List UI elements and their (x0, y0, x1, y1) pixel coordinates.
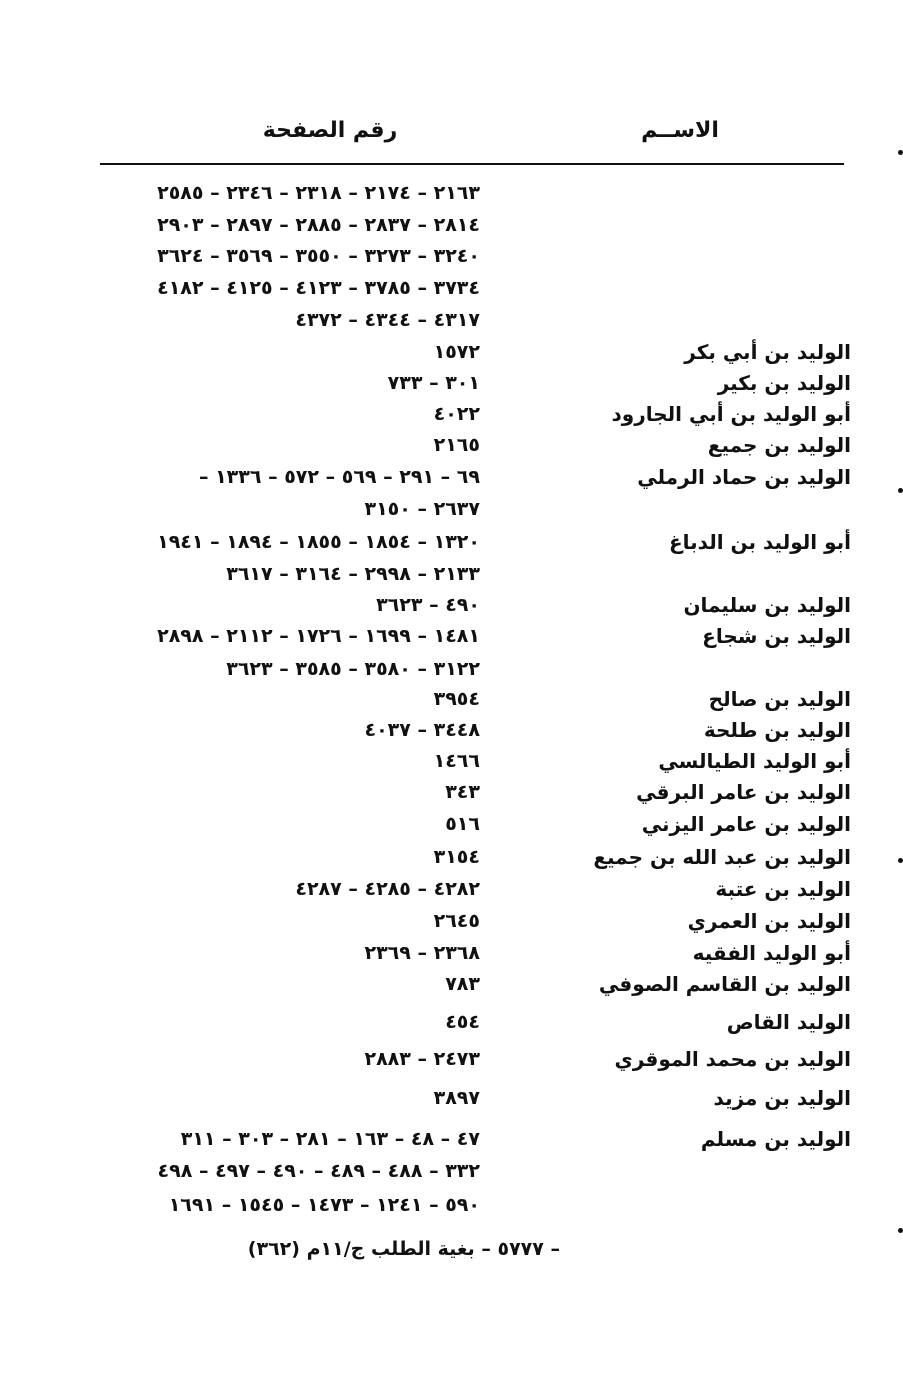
entry-page-numbers: ٣٣٢ – ٤٨٨ – ٤٨٩ – ٤٩٠ – ٤٩٧ – ٤٩٨ (157, 1160, 480, 1182)
index-row (0, 938, 903, 970)
entry-page-numbers: ٢٦٣٧ – ٣١٥٠ (364, 498, 480, 520)
entry-page-numbers: ٢١٦٥ (433, 434, 480, 456)
name-column-header: الاســم (641, 118, 719, 143)
index-row (0, 874, 903, 906)
index-row (0, 273, 903, 305)
entry-page-numbers: ٤٥٤ (445, 1011, 480, 1033)
index-row (0, 906, 903, 938)
margin-mark (898, 858, 903, 863)
entry-page-numbers: ٢١٦٣ – ٢١٧٤ – ٢٣١٨ – ٢٣٤٦ – ٢٥٨٥ (157, 182, 480, 204)
page-number-column-header: رقم الصفحة (262, 118, 398, 143)
entry-page-numbers: ٣٢٤٠ – ٣٢٧٣ – ٣٥٥٠ – ٣٥٦٩ – ٣٦٢٤ (157, 245, 480, 267)
entry-page-numbers: ٤٠٢٢ (433, 403, 480, 425)
index-row (0, 210, 903, 242)
entry-name: الوليد بن عبد الله بن جميع (593, 845, 851, 869)
entry-name: أبو الوليد الطيالسي (658, 749, 851, 773)
index-row (0, 494, 903, 526)
entry-name: الوليد بن عتبة (715, 877, 851, 901)
index-row (0, 430, 903, 462)
entry-page-numbers: ٥١٦ (445, 813, 480, 835)
entry-page-numbers: ١٤٨١ – ١٦٩٩ – ١٧٢٦ – ٢١١٢ – ٢٨٩٨ (157, 625, 480, 647)
index-row (0, 559, 903, 591)
entry-page-numbers: ٤٣١٧ – ٤٣٤٤ – ٤٣٧٢ (295, 309, 480, 331)
index-row (0, 590, 903, 622)
entry-page-numbers: ٦٩ – ٢٩١ – ٥٦٩ – ٥٧٢ – ١٣٣٦ – (198, 466, 480, 488)
index-row (0, 1156, 903, 1188)
index-row (0, 684, 903, 716)
entry-name: الوليد بن بكير (717, 371, 851, 395)
entry-name: الوليد القاص (726, 1010, 851, 1034)
entry-name: أبو الوليد بن أبي الجارود (611, 402, 851, 426)
index-row (0, 1190, 903, 1222)
entry-name: الوليد بن حماد الرملي (637, 465, 851, 489)
margin-mark (898, 150, 903, 155)
entry-page-numbers: ٣٨٩٧ (433, 1087, 480, 1109)
index-row (0, 337, 903, 369)
entry-name: الوليد بن مسلم (700, 1127, 851, 1151)
entry-page-numbers: ٢٦٤٥ (433, 910, 480, 932)
entry-page-numbers: ٥٩٠ – ١٢٤١ – ١٤٧٣ – ١٥٤٥ – ١٦٩١ (168, 1194, 480, 1216)
entry-name: الوليد بن مزيد (713, 1086, 851, 1110)
entry-name: أبو الوليد الفقيه (692, 941, 851, 965)
index-row (0, 1007, 903, 1039)
index-row (0, 746, 903, 778)
index-row (0, 1044, 903, 1076)
entry-page-numbers: ٣١٥٤ (433, 846, 480, 868)
entry-page-numbers: ٣٠١ – ٧٣٣ (387, 372, 480, 394)
entry-page-numbers: ٢١٣٣ – ٢٩٩٨ – ٣١٦٤ – ٣٦١٧ (226, 563, 480, 585)
index-row (0, 527, 903, 559)
entry-page-numbers: ٤٢٨٢ – ٤٢٨٥ – ٤٢٨٧ (295, 878, 480, 900)
entry-name: الوليد بن محمد الموقري (614, 1047, 851, 1071)
entry-page-numbers: ٤٩٠ – ٣٦٢٣ (376, 594, 480, 616)
index-row (0, 1124, 903, 1156)
entry-page-numbers: ١٥٧٢ (433, 341, 480, 363)
entry-name: الوليد بن جميع (707, 433, 851, 457)
entry-page-numbers: ٢٤٧٣ – ٢٨٨٣ (364, 1048, 480, 1070)
entry-name: الوليد بن عامر اليزني (641, 812, 851, 836)
index-row (0, 305, 903, 337)
entry-page-numbers: ٧٨٣ (445, 973, 480, 995)
entry-page-numbers: ٣٩٥٤ (433, 688, 480, 710)
index-row (0, 842, 903, 874)
entry-page-numbers: ١٤٦٦ (433, 750, 480, 772)
entry-page-numbers: ١٣٢٠ – ١٨٥٤ – ١٨٥٥ – ١٨٩٤ – ١٩٤١ (157, 531, 480, 553)
entry-page-numbers: ٢٣٦٨ – ٢٣٦٩ (364, 942, 480, 964)
page-footer: – ٥٧٧٧ – بغية الطلب ج/١١م (٣٦٢) (247, 1238, 560, 1260)
index-row (0, 399, 903, 431)
entry-name: الوليد بن شجاع (702, 624, 851, 648)
entry-name: الوليد بن سليمان (683, 593, 851, 617)
entry-name: الوليد بن طلحة (703, 718, 851, 742)
index-row (0, 777, 903, 809)
entry-page-numbers: ٣٧٣٤ – ٣٧٨٥ – ٤١٢٣ – ٤١٢٥ – ٤١٨٢ (157, 277, 480, 299)
index-row (0, 621, 903, 653)
header-rule (100, 163, 844, 165)
entry-name: الوليد بن القاسم الصوفي (598, 972, 851, 996)
entry-page-numbers: ٣٤٤٨ – ٤٠٣٧ (364, 719, 480, 741)
index-row (0, 462, 903, 494)
margin-mark (898, 1228, 903, 1233)
entry-page-numbers: ٣١٢٢ – ٣٥٨٠ – ٣٥٨٥ – ٣٦٢٣ (226, 658, 480, 680)
entry-name: الوليد بن العمري (687, 909, 851, 933)
entry-name: الوليد بن صالح (708, 687, 851, 711)
index-row (0, 969, 903, 1001)
entry-name: الوليد بن أبي بكر (684, 340, 851, 364)
index-row (0, 1083, 903, 1115)
entry-page-numbers: ٤٧ – ٤٨ – ١٦٣ – ٢٨١ – ٣٠٣ – ٣١١ (180, 1128, 480, 1150)
entry-page-numbers: ٣٤٣ (445, 781, 480, 803)
entry-page-numbers: ٢٨١٤ – ٢٨٣٧ – ٢٨٨٥ – ٢٨٩٧ – ٢٩٠٣ (157, 214, 480, 236)
index-row (0, 241, 903, 273)
entry-name: الوليد بن عامر البرقي (636, 780, 851, 804)
index-row (0, 368, 903, 400)
margin-mark (898, 488, 903, 493)
entry-name: أبو الوليد بن الدباغ (668, 530, 851, 554)
index-row (0, 654, 903, 686)
index-row (0, 178, 903, 210)
index-row (0, 715, 903, 747)
index-row (0, 809, 903, 841)
